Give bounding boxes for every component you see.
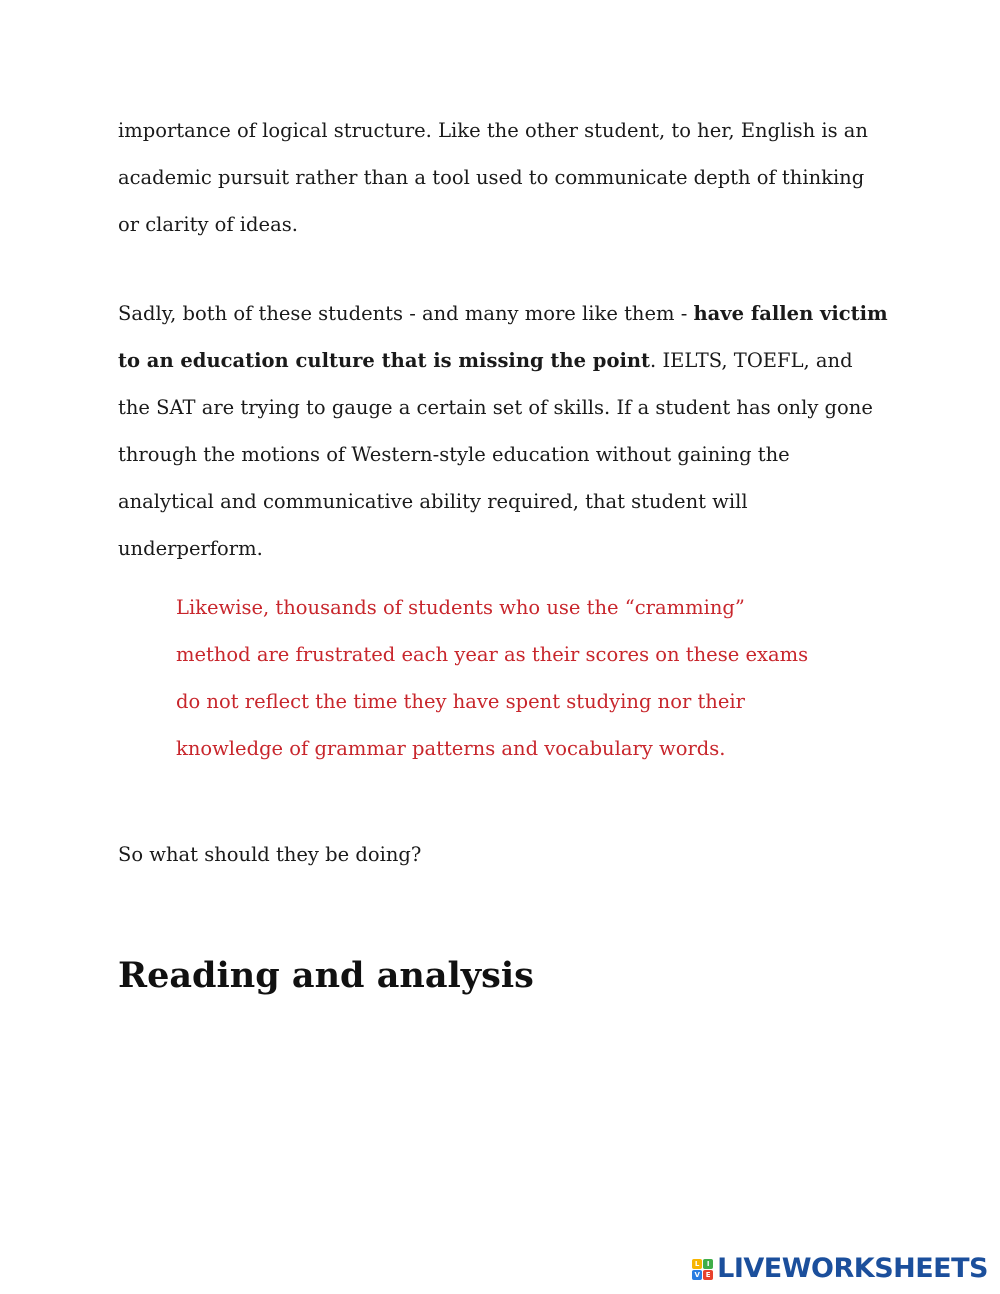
liveworksheets-brand bbox=[692, 1254, 988, 1284]
highlighted-quote: Likewise, thousands of students who use the “cramming” method are frustrated each year as their scores on these exams do not reflect the time they have spent studying nor their knowledge of grammar patterns and vocabulary words. bbox=[176, 596, 809, 760]
paragraph-rest-text: . IELTS, TOEFL, and the SAT are trying to gauge a certain set of skills. If a student has only gone through the motions of Western-style education without gaining the analytical and communicative ability required, that student will underperform. bbox=[118, 349, 873, 560]
paragraph-lead-text: Sadly, both of these students - and many more like them - bbox=[118, 302, 694, 325]
liveworksheets-logo-icon bbox=[692, 1259, 713, 1280]
liveworksheets-wordmark: LIVEWORKSHEETS bbox=[717, 1253, 988, 1284]
paragraph-bold-emphasis: have fallen victim to an education culture that is missing the point bbox=[118, 302, 888, 372]
section-heading: Reading and analysis bbox=[118, 955, 534, 996]
logo-letter-e: E bbox=[703, 1270, 713, 1280]
logo-letter-l: L bbox=[692, 1259, 702, 1269]
paragraph-logical-structure: importance of logical structure. Like the other student, to her, English is an academic pursuit rather than a tool used to communicate depth of thinking or clarity of ideas. bbox=[118, 119, 868, 236]
logo-letter-i: I bbox=[703, 1259, 713, 1269]
paragraph-question: So what should they be doing? bbox=[118, 843, 422, 866]
logo-letter-v: V bbox=[692, 1270, 702, 1280]
paragraph-education-culture bbox=[118, 290, 888, 572]
